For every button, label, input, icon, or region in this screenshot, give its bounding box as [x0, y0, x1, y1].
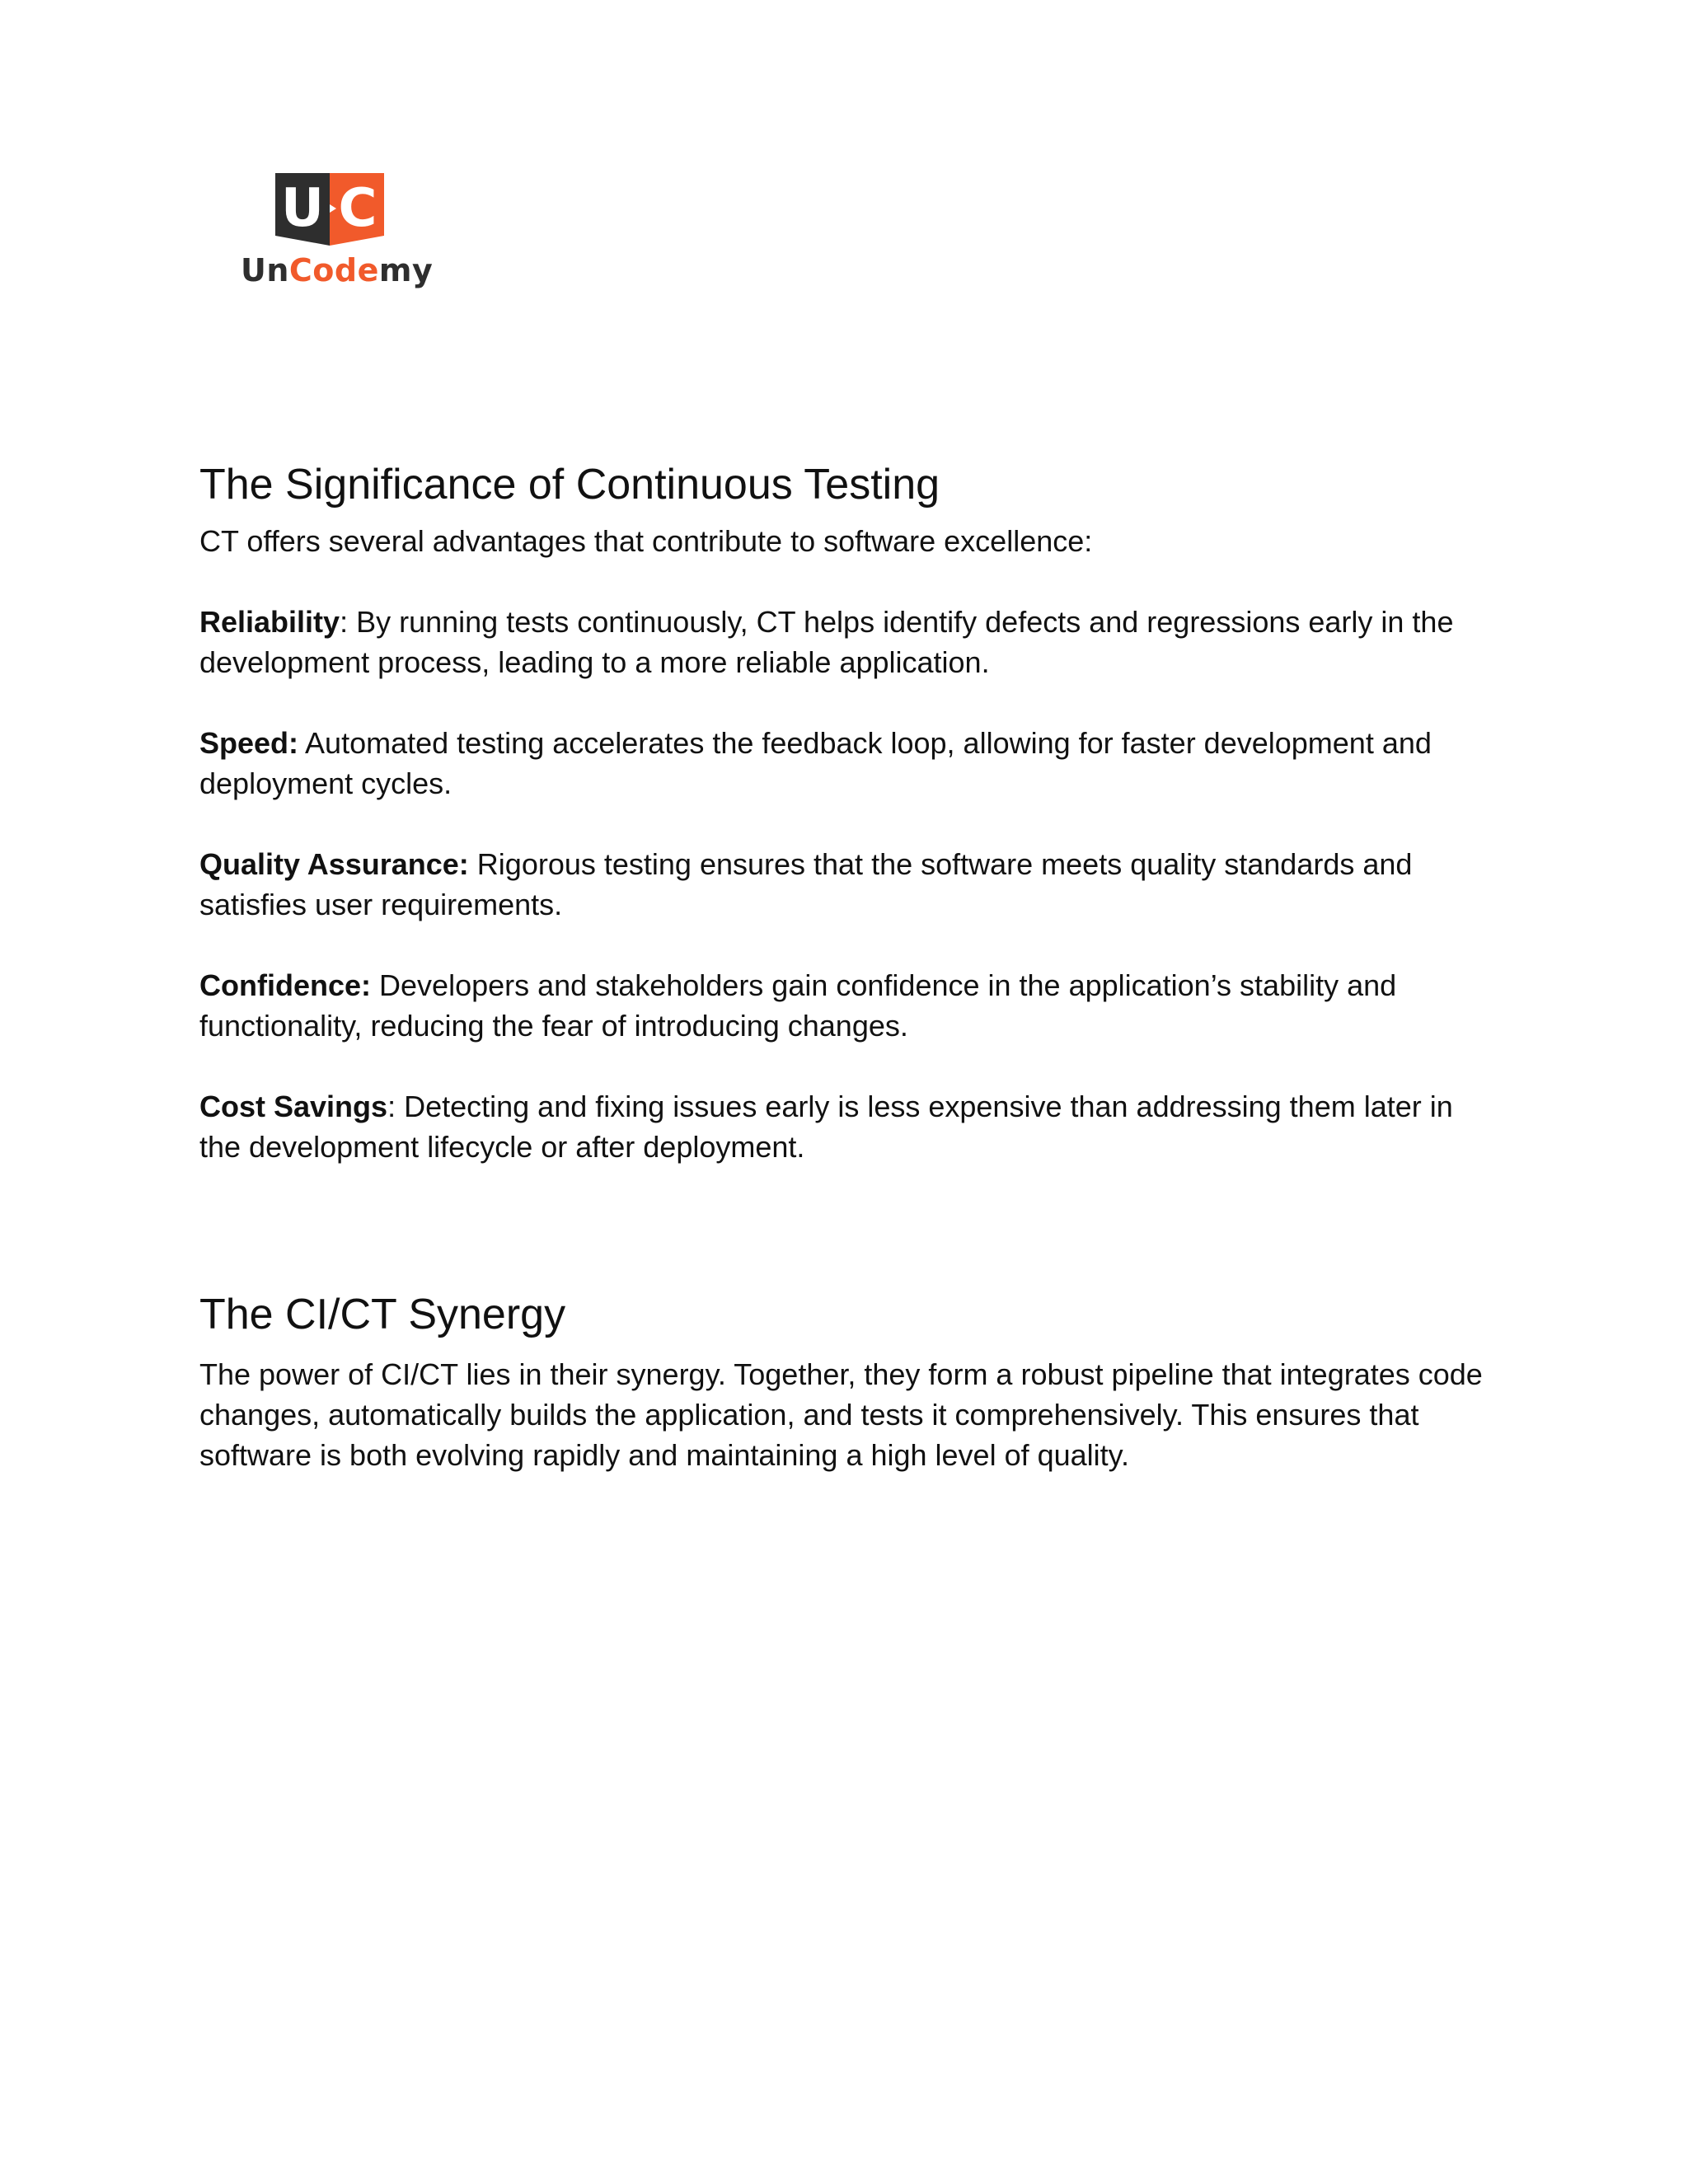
advantage-text: By running tests continuously, CT helps identify defects and regressions early in the development process, leading to a more reliable application. [199, 605, 1454, 679]
advantage-text: Developers and stakeholders gain confidence in the application’s stability and functionality, reducing the fear of introducing changes. [199, 968, 1397, 1043]
advantage-confidence [199, 965, 1502, 1046]
section-intro: CT offers several advantages that contribute to software excellence: [199, 524, 1093, 558]
logo-mark-right-letter: C [338, 178, 377, 239]
advantage-term: Confidence: [199, 968, 372, 1002]
wordmark-part-code: Code [288, 252, 379, 288]
wordmark-part-my: my [378, 252, 434, 288]
wordmark-part-un: Un [241, 252, 289, 288]
advantage-term: Quality Assurance: [199, 847, 469, 881]
advantage-speed [199, 723, 1502, 804]
uncodemy-logo [241, 171, 434, 295]
advantage-reliability: Reliability: By running tests continuously, CT helps identify defects and regressions early in the development process, leading to a more reliable application. [199, 605, 1454, 679]
section-ci-ct-synergy [199, 1288, 1502, 1475]
advantage-cost-savings: Cost Savings: Detecting and fixing issues early is less expensive than addressing them later in the development lifecycle or after deployment. [199, 1090, 1453, 1164]
advantage-text: Detecting and fixing issues early is less expensive than addressing them later in the development lifecycle or after deployment. [199, 1090, 1453, 1164]
logo-mark-left-letter: U [281, 178, 324, 239]
advantage-text: Rigorous testing ensures that the software meets quality standards and satisfies user requirements. [199, 847, 1413, 921]
uc-logo-mark [275, 171, 386, 246]
advantage-quality-assurance [199, 844, 1502, 925]
section-heading: The CI/CT Synergy [199, 1291, 566, 1338]
section-heading: The Significance of Continuous Testing [199, 461, 940, 509]
section-continuous-testing [199, 458, 1502, 1167]
advantage-term: Reliability [199, 605, 340, 639]
advantage-term: Speed: [199, 726, 299, 760]
advantage-text: Automated testing accelerates the feedback loop, allowing for faster development and deployment cycles. [199, 726, 1432, 800]
logo-wordmark [241, 251, 434, 290]
document-body [199, 458, 1502, 1475]
section-body: The power of CI/CT lies in their synergy. Together, they form a robust pipeline that integrates code changes, automatically builds the application, and tests it comprehensively. This ensures that software is both evolving rapidly and maintaining a high level of quality. [199, 1357, 1483, 1472]
advantage-term: Cost Savings [199, 1090, 388, 1123]
